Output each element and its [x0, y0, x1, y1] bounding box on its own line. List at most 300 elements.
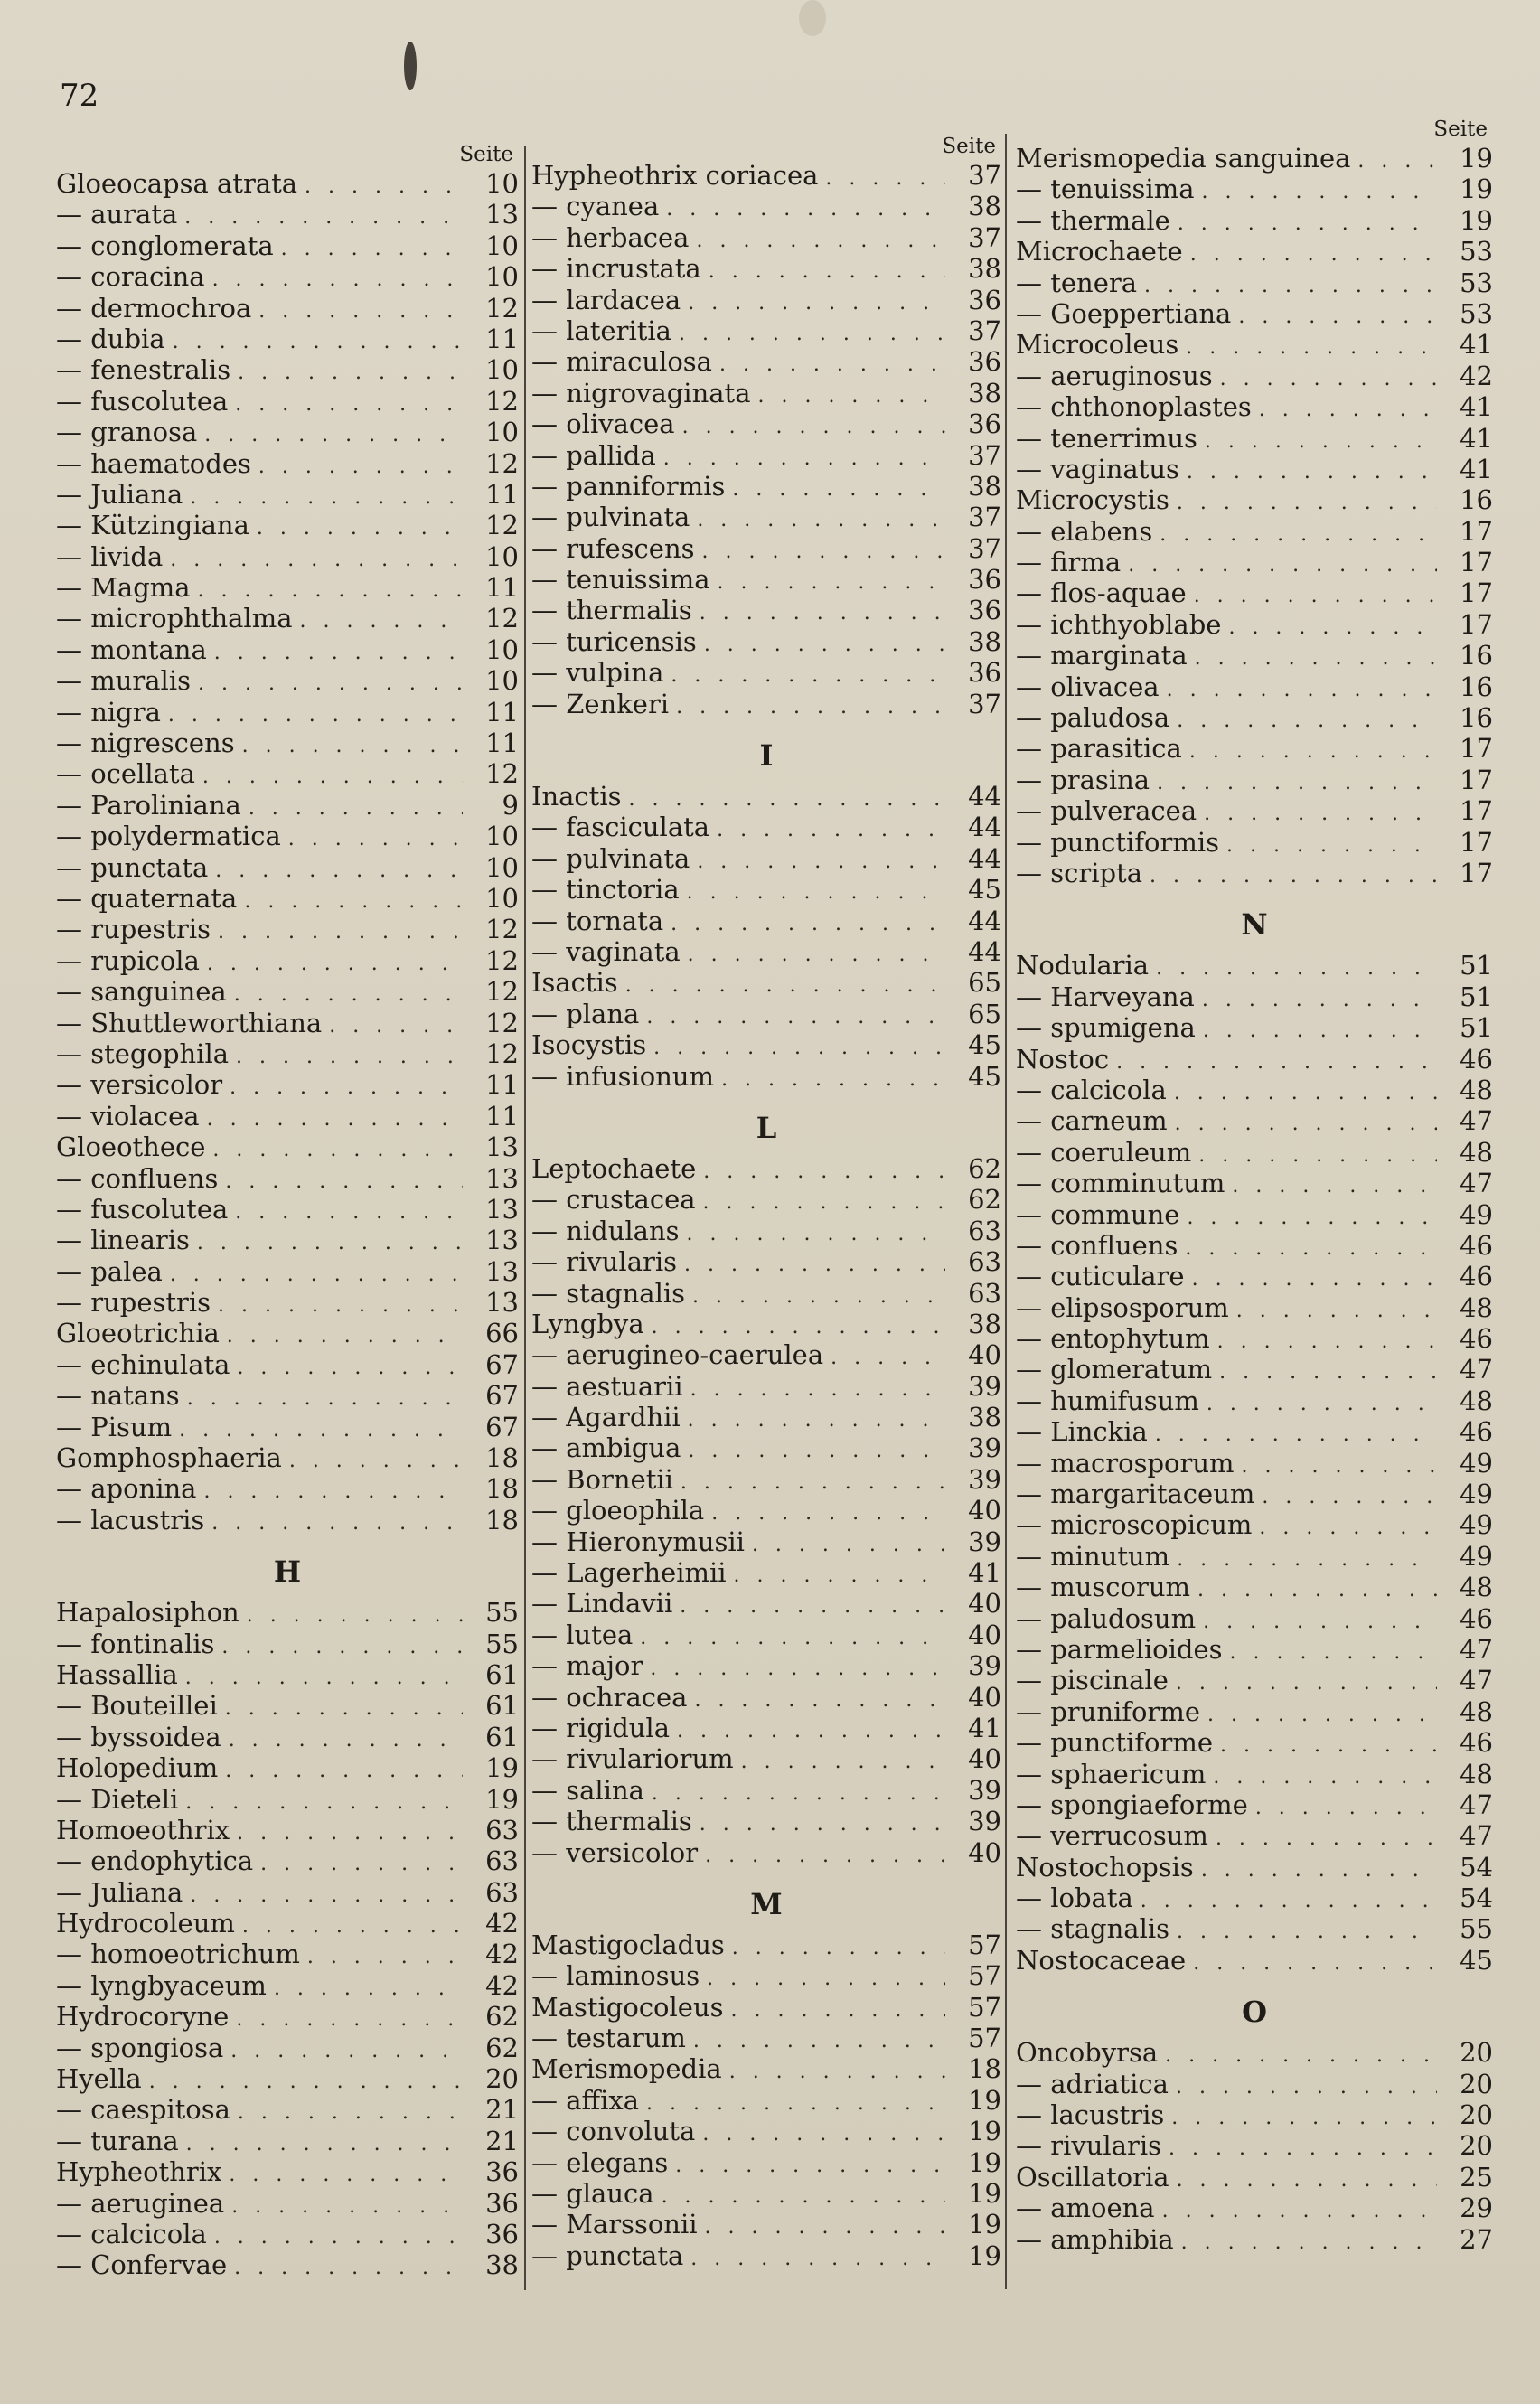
entry-page: 17	[1460, 578, 1493, 609]
entry-name: — commune	[1016, 1198, 1180, 1230]
entry-page: 54	[1460, 1851, 1493, 1883]
entry-name: — affixa	[531, 2084, 640, 2116]
entry-name: — natans	[56, 1380, 180, 1412]
entry-name: — cyanea	[531, 191, 660, 222]
entry-name: Merismopedia sanguinea	[1016, 143, 1351, 174]
dot-leader	[242, 731, 463, 758]
entry-page: 17	[1460, 795, 1493, 827]
entry-page: 10	[485, 230, 519, 261]
entry-name: — coeruleum	[1016, 1136, 1192, 1168]
dot-leader	[202, 762, 463, 789]
entry-page: 45	[968, 1060, 1001, 1092]
dot-leader	[1176, 1668, 1437, 1695]
dot-leader	[646, 2089, 945, 2116]
entry-name: — ichthyoblabe	[1016, 608, 1222, 640]
entry-page: 45	[968, 874, 1001, 906]
dot-leader	[1185, 1234, 1437, 1261]
index-entry	[531, 1464, 1001, 1495]
index-entry	[1016, 1479, 1493, 1509]
entry-name: — thermale	[1016, 204, 1170, 236]
entry-page: 63	[968, 1215, 1001, 1246]
index-entry	[1016, 205, 1493, 236]
index-entry	[1016, 1572, 1493, 1602]
dot-leader	[625, 971, 945, 998]
dot-leader	[1255, 1793, 1437, 1820]
entry-page: 47	[1460, 1789, 1493, 1820]
dot-leader	[1216, 1824, 1437, 1851]
entry-name: Hapalosiphon	[56, 1597, 239, 1629]
entry-name: — livida	[56, 540, 164, 572]
dot-leader	[184, 202, 463, 230]
dot-leader	[1160, 520, 1437, 547]
index-entry	[1016, 1385, 1493, 1416]
entry-page: 48	[1460, 1074, 1493, 1105]
entry-page: 51	[1460, 950, 1493, 981]
dot-leader	[274, 1974, 463, 2001]
dot-leader	[677, 1716, 945, 1743]
entry-name: — gloeophila	[531, 1495, 705, 1526]
index-entry	[531, 1837, 1001, 1868]
dot-leader	[1213, 1762, 1437, 1789]
entry-page: 10	[485, 540, 519, 572]
entry-page: 16	[1460, 640, 1493, 671]
entry-page: 19	[968, 2178, 1001, 2210]
index-entry	[56, 2001, 519, 2032]
dot-leader	[1204, 799, 1437, 826]
entry-page: 16	[1460, 484, 1493, 516]
entry-page: 10	[485, 354, 519, 386]
dot-leader	[675, 2151, 945, 2178]
dot-leader	[225, 1167, 463, 1194]
dot-leader	[168, 700, 463, 728]
index-entry	[56, 541, 519, 572]
entry-page: 36	[968, 657, 1001, 689]
index-entry	[56, 634, 519, 665]
entry-page: 39	[968, 1370, 1001, 1402]
index-entry	[1016, 2069, 1493, 2099]
dot-leader	[732, 474, 945, 502]
entry-page: 12	[485, 976, 519, 1008]
entry-name: — tenera	[1016, 267, 1138, 298]
index-entry	[1016, 2193, 1493, 2223]
entry-page: 39	[968, 1432, 1001, 1464]
entry-name: — amphibia	[1016, 2223, 1174, 2255]
entry-name: — muralis	[56, 665, 191, 697]
entry-page: 18	[485, 1442, 519, 1474]
dot-leader	[236, 1042, 463, 1069]
index-entry	[1016, 1261, 1493, 1291]
entry-page: 67	[485, 1411, 519, 1442]
entry-name: — calcicola	[56, 2219, 207, 2249]
entry-name: — margaritaceum	[1016, 1479, 1255, 1510]
entry-name: — Lagerheimii	[531, 1557, 727, 1589]
index-entry	[1016, 2224, 1493, 2255]
index-entry	[1016, 1448, 1493, 1479]
entry-page: 17	[1460, 826, 1493, 858]
entry-page: 57	[968, 1960, 1001, 1992]
entry-page: 53	[1460, 236, 1493, 268]
dot-leader	[1156, 953, 1437, 981]
entry-page: 66	[485, 1318, 519, 1349]
dot-leader	[1177, 488, 1437, 515]
index-entry	[531, 1153, 1001, 1184]
dot-leader	[230, 1073, 463, 1100]
entry-page: 41	[1460, 329, 1493, 361]
entry-name: — lardacea	[531, 284, 681, 315]
index-entry	[56, 1008, 519, 1038]
index-entry	[531, 2085, 1001, 2116]
entry-page: 48	[1460, 1291, 1493, 1323]
entry-page: 13	[485, 1287, 519, 1319]
dot-leader	[1167, 675, 1437, 702]
dot-leader	[1186, 333, 1437, 360]
entry-page: 12	[485, 292, 519, 324]
index-column-3	[1016, 116, 1493, 2255]
dot-leader	[234, 980, 463, 1007]
index-entry	[531, 408, 1001, 439]
index-entry	[1016, 1012, 1493, 1043]
dot-leader	[688, 1436, 945, 1463]
entry-name: — fuscolutea	[56, 385, 229, 417]
index-entry	[531, 222, 1001, 253]
entry-page: 40	[968, 1681, 1001, 1713]
entry-name: Microcystis	[1016, 484, 1169, 516]
entry-name: Lyngbya	[531, 1308, 644, 1339]
index-entry	[1016, 1665, 1493, 1695]
dot-leader	[709, 257, 945, 284]
index-entry	[531, 1682, 1001, 1713]
entry-name: — chthonoplastes	[1016, 391, 1252, 423]
dot-leader	[215, 856, 463, 883]
entry-page: 19	[968, 2116, 1001, 2147]
entry-name: — aeruginea	[56, 2187, 225, 2219]
entry-name: — aerugineo-caerulea	[531, 1339, 824, 1371]
entry-name: — pulveracea	[1016, 795, 1197, 827]
entry-page: 57	[968, 1991, 1001, 2023]
entry-name: — quaternata	[56, 882, 238, 914]
dot-leader	[663, 444, 945, 471]
index-entry	[1016, 1137, 1493, 1168]
entry-name: — fasciculata	[531, 812, 710, 843]
entry-name: — versicolor	[531, 1836, 699, 1868]
index-entry	[1016, 1416, 1493, 1447]
dot-leader	[214, 638, 463, 665]
dot-leader	[662, 2182, 945, 2209]
index-entry	[1016, 1883, 1493, 1913]
entry-page: 63	[485, 1876, 519, 1908]
dot-leader	[1189, 737, 1437, 764]
entry-page: 40	[968, 1743, 1001, 1775]
entry-name: — Harveyana	[1016, 981, 1195, 1012]
index-entry	[531, 1061, 1001, 1092]
entry-page: 12	[485, 758, 519, 790]
entry-name: — lyngbyaceum	[56, 1969, 267, 2001]
entry-name: — rupicola	[56, 944, 200, 976]
index-entry	[1016, 1945, 1493, 1976]
index-entry	[56, 2063, 519, 2094]
entry-page: 38	[968, 377, 1001, 408]
index-entry	[1016, 1541, 1493, 1572]
entry-name: Hyella	[56, 2063, 142, 2095]
index-entry	[531, 1278, 1001, 1309]
index-entry	[56, 448, 519, 479]
entry-page: 21	[485, 2125, 519, 2156]
dot-leader	[741, 1747, 945, 1774]
entry-page: 44	[968, 781, 1001, 812]
index-entry	[1016, 484, 1493, 515]
dot-leader	[1238, 302, 1437, 329]
entry-name: — tinctoria	[531, 874, 680, 906]
dot-leader	[1157, 768, 1437, 795]
index-entry	[56, 852, 519, 883]
dot-leader	[693, 2026, 945, 2053]
entry-page: 53	[1460, 267, 1493, 298]
index-entry	[531, 1402, 1001, 1432]
dot-leader	[703, 1188, 945, 1215]
entry-name: — elegans	[531, 2146, 669, 2178]
dot-leader	[190, 1881, 463, 1908]
index-entry	[531, 2240, 1001, 2271]
entry-page: 10	[485, 634, 519, 665]
dot-leader	[711, 1498, 945, 1526]
index-entry	[1016, 329, 1493, 360]
entry-name: Gloeotrichia	[56, 1318, 220, 1349]
entry-name: Leptochaete	[531, 1152, 697, 1184]
entry-name: — Agardhii	[531, 1402, 681, 1433]
index-entry	[531, 1806, 1001, 1836]
entry-page: 36	[485, 2219, 519, 2249]
dot-leader	[185, 1663, 463, 1690]
dot-leader	[704, 630, 945, 657]
dot-leader	[1150, 861, 1437, 888]
index-entry	[56, 479, 519, 510]
index-entry	[531, 1339, 1001, 1370]
dot-leader	[718, 568, 946, 595]
dot-leader	[1202, 177, 1438, 204]
dot-leader	[1357, 146, 1437, 174]
dot-leader	[1174, 1078, 1437, 1105]
entry-name: — Goeppertiana	[1016, 297, 1232, 329]
entry-name: Isocystis	[531, 1029, 647, 1061]
dot-leader	[1177, 1545, 1437, 1572]
dot-leader	[702, 2119, 945, 2146]
index-entry	[531, 2178, 1001, 2209]
dot-leader	[257, 513, 463, 540]
index-entry	[56, 230, 519, 261]
index-entry	[1016, 1168, 1493, 1198]
entry-name: — punctiformis	[1016, 826, 1220, 858]
dot-leader	[299, 606, 463, 634]
index-entry	[56, 790, 519, 821]
entry-name: — nigra	[56, 696, 161, 728]
index-entry	[1016, 765, 1493, 795]
entry-name: — parmelioides	[1016, 1633, 1223, 1665]
dot-leader	[684, 1250, 945, 1277]
index-entry	[1016, 1292, 1493, 1323]
entry-name: — palea	[56, 1255, 163, 1287]
index-entry	[1016, 236, 1493, 267]
dot-leader	[653, 1033, 945, 1060]
index-entry	[1016, 2099, 1493, 2130]
dot-leader	[212, 1135, 463, 1162]
index-entry	[1016, 1230, 1493, 1261]
dot-leader	[1232, 1171, 1437, 1198]
entry-name: — rivularis	[531, 1246, 678, 1278]
entry-page: 12	[485, 385, 519, 417]
entry-name: — humifusum	[1016, 1385, 1199, 1416]
entry-name: Hydrocoleum	[56, 1908, 235, 1939]
dot-leader	[696, 226, 945, 253]
dot-leader	[247, 1601, 463, 1628]
entry-name: Nostoc	[1016, 1043, 1110, 1075]
index-entry	[1016, 516, 1493, 547]
entry-page: 39	[968, 1650, 1001, 1682]
index-entry	[531, 1371, 1001, 1402]
entry-page: 49	[1460, 1479, 1493, 1510]
index-entry	[1016, 1509, 1493, 1540]
entry-page: 62	[485, 2032, 519, 2063]
entry-page: 36	[968, 346, 1001, 378]
entry-name: — crustacea	[531, 1184, 696, 1216]
entry-name: — violacea	[56, 1100, 200, 1132]
dot-leader	[1203, 1016, 1437, 1043]
index-entry	[531, 2053, 1001, 2084]
index-entry	[56, 945, 519, 976]
index-entry	[531, 595, 1001, 625]
entry-name: — aponina	[56, 1473, 197, 1505]
entry-page: 13	[485, 1255, 519, 1287]
entry-name: — sanguinea	[56, 976, 227, 1008]
index-entry	[1016, 1852, 1493, 1883]
entry-name: — vaginatus	[1016, 453, 1179, 484]
entry-name: — stagnalis	[1016, 1913, 1170, 1945]
index-entry	[56, 1256, 519, 1287]
entry-page: 62	[968, 1152, 1001, 1184]
entry-page: 17	[1460, 515, 1493, 547]
entry-page: 53	[1460, 297, 1493, 329]
entry-page: 37	[968, 160, 1001, 191]
entry-page: 19	[1460, 143, 1493, 174]
entry-name: — turicensis	[531, 625, 697, 657]
entry-page: 61	[485, 1721, 519, 1752]
index-entry	[56, 1069, 519, 1100]
dot-leader	[1226, 831, 1437, 858]
index-entry	[56, 417, 519, 447]
entry-page: 49	[1460, 1540, 1493, 1572]
entry-name: — confluens	[56, 1162, 219, 1194]
entry-page: 47	[1460, 1820, 1493, 1852]
dot-leader	[207, 949, 463, 976]
entry-page: 19	[968, 2146, 1001, 2178]
entry-page: 36	[968, 564, 1001, 596]
entry-name: — verrucosum	[1016, 1820, 1208, 1852]
entry-page: 41	[1460, 422, 1493, 454]
index-entry	[531, 657, 1001, 688]
entry-page: 13	[485, 1193, 519, 1225]
entry-page: 17	[1460, 733, 1493, 765]
entry-name: — fenestralis	[56, 354, 231, 386]
index-entry	[56, 2188, 519, 2219]
dot-leader	[214, 2222, 463, 2249]
entry-name: — microphthalma	[56, 603, 293, 634]
entry-name: — elabens	[1016, 515, 1153, 547]
entry-name: Hypheothrix	[56, 2156, 222, 2188]
index-entry	[56, 1225, 519, 1255]
entry-page: 40	[968, 1495, 1001, 1526]
entry-name: — salina	[531, 1774, 644, 1806]
index-entry	[1016, 671, 1493, 702]
index-entry	[531, 1184, 1001, 1215]
entry-name: — aeruginosus	[1016, 360, 1213, 391]
entry-page: 10	[485, 417, 519, 448]
index-entry	[531, 1029, 1001, 1060]
entry-page: 40	[968, 1619, 1001, 1650]
entry-page: 48	[1460, 1758, 1493, 1789]
entry-name: — marginata	[1016, 640, 1188, 671]
entry-page: 36	[968, 595, 1001, 626]
index-entry	[56, 510, 519, 540]
index-entry	[1016, 1696, 1493, 1727]
dot-leader	[652, 1312, 945, 1339]
dot-leader	[1262, 1482, 1437, 1509]
dot-leader	[237, 1818, 463, 1845]
index-entry	[531, 2023, 1001, 2053]
entry-name: — paludosum	[1016, 1602, 1197, 1634]
entry-page: 42	[485, 1969, 519, 2001]
entry-name: — muscorum	[1016, 1572, 1191, 1603]
index-entry	[1016, 858, 1493, 888]
entry-page: 20	[1460, 2130, 1493, 2162]
entry-page: 46	[1460, 1416, 1493, 1448]
dot-leader	[679, 319, 945, 346]
index-entry	[531, 1650, 1001, 1681]
entry-page: 47	[1460, 1168, 1493, 1199]
entry-name: — punctata	[56, 851, 209, 883]
index-entry	[56, 386, 519, 417]
entry-name: — Bornetii	[531, 1463, 673, 1495]
entry-name: — lobata	[1016, 1883, 1133, 1914]
entry-page: 16	[1460, 671, 1493, 702]
entry-page: 55	[1460, 1913, 1493, 1945]
index-entry	[1016, 361, 1493, 391]
entry-name: — lacustris	[56, 1504, 205, 1535]
entry-page: 20	[485, 2063, 519, 2095]
index-entry	[531, 1713, 1001, 1743]
entry-page: 57	[968, 1929, 1001, 1960]
entry-name: — plana	[531, 998, 640, 1029]
entry-page: 13	[485, 1162, 519, 1194]
index-entry	[1016, 1727, 1493, 1758]
entry-name: — confluens	[1016, 1229, 1178, 1261]
entry-name: — glomeratum	[1016, 1354, 1213, 1385]
entry-name: — Confervae	[56, 2249, 228, 2281]
entry-page: 38	[968, 625, 1001, 657]
dot-leader	[236, 2005, 463, 2032]
index-entry	[56, 2156, 519, 2187]
entry-page: 10	[485, 821, 519, 852]
entry-page: 55	[485, 1628, 519, 1659]
dot-leader	[170, 545, 463, 572]
entry-name: — punctiforme	[1016, 1727, 1214, 1759]
entry-name: Holopedium	[56, 1752, 219, 1784]
dot-leader	[1144, 271, 1437, 298]
index-entry	[531, 2209, 1001, 2240]
dot-leader	[190, 483, 463, 510]
entry-page: 13	[485, 1132, 519, 1163]
index-entry	[531, 378, 1001, 408]
index-entry	[1016, 1354, 1493, 1385]
index-entry	[531, 253, 1001, 284]
